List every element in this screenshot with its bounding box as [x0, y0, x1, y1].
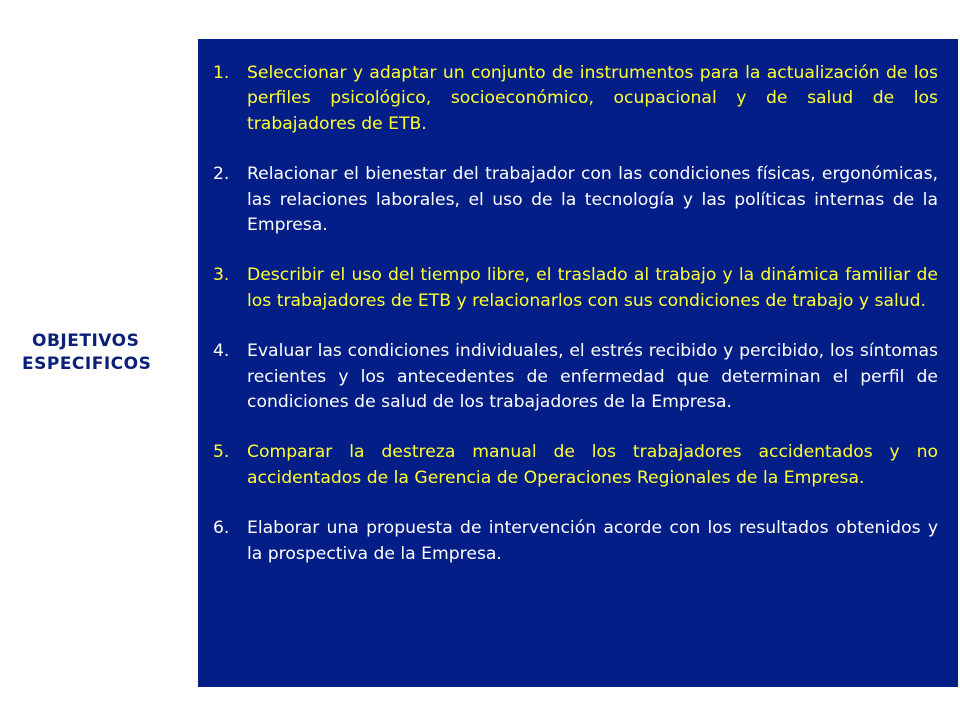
objective-text: Describir el uso del tiempo libre, el traslado al trabajo y la dinámica familiar de los trabajadores de ETB y relacionarlos con sus condiciones de trabajo y salud.	[247, 265, 938, 311]
objective-item-4	[213, 339, 938, 415]
objective-item-5	[213, 440, 938, 491]
objective-number: 2.	[213, 164, 230, 185]
objective-number: 4.	[213, 341, 230, 362]
objective-number: 1.	[213, 63, 230, 83]
objective-number: 6.	[213, 518, 230, 539]
objective-text: Seleccionar y adaptar un conjunto de instrumentos para la actualización de los perfiles psicológico, socioeconómico, ocupacional y de salud de los trabajadores de ETB.	[247, 63, 938, 134]
objective-item-3	[213, 263, 938, 314]
objective-item-1	[213, 61, 938, 137]
objective-text: Comparar la destreza manual de los trabajadores accidentados y no accidentados de la Gerencia de Operaciones Regionales de la Empresa.	[247, 442, 938, 488]
objective-text: Evaluar las condiciones individuales, el estrés recibido y percibido, los síntomas recientes y los antecedentes de enfermedad que determinan el perfil de condiciones de salud de los trabajadores de la Empresa.	[247, 341, 938, 413]
objective-number: 3.	[213, 265, 230, 286]
objective-text: Relacionar el bienestar del trabajador con las condiciones físicas, ergonómicas, las relaciones laborales, el uso de la tecnología y las políticas internas de la Empresa.	[247, 164, 938, 236]
objective-item-6	[213, 516, 938, 567]
objective-text: Elaborar una propuesta de intervención acorde con los resultados obtenidos y la prospectiva de la Empresa.	[247, 518, 938, 564]
objectives-panel	[198, 39, 958, 687]
objective-item-2	[213, 162, 938, 238]
label-line-objetivos: OBJETIVOS	[32, 331, 140, 351]
objectives-section-label	[18, 330, 188, 376]
label-line-especificos: ESPECIFICOS	[22, 354, 152, 374]
objective-number: 5.	[213, 442, 230, 463]
